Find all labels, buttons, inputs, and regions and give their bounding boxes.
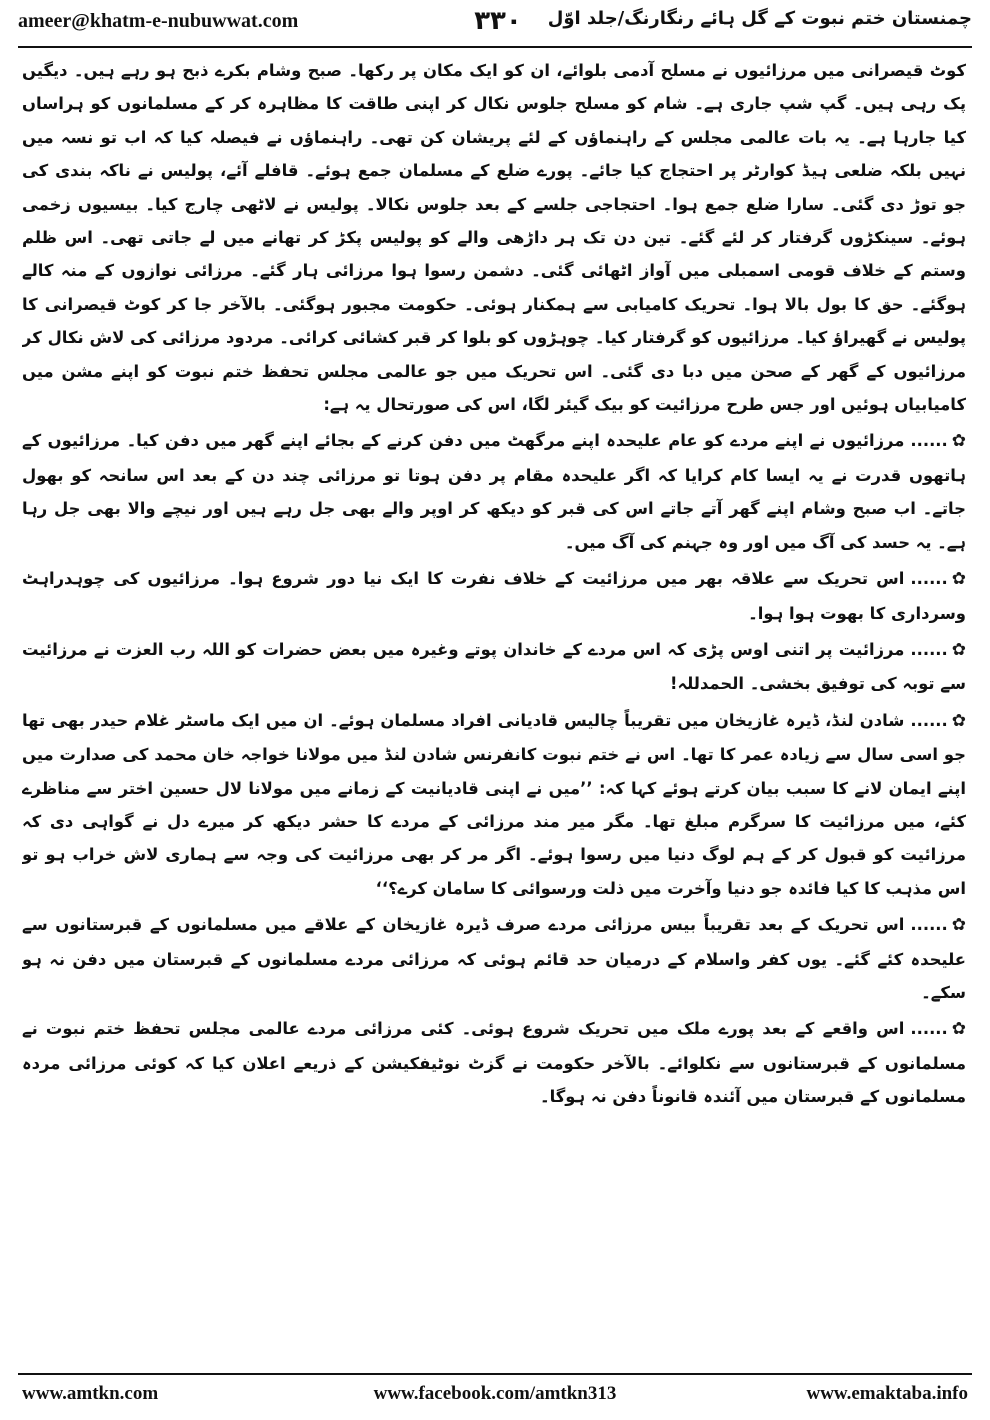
page-number: ۳۳۰: [474, 6, 522, 36]
bullet-text: مرزائیوں نے اپنے مردے کو عام علیحدہ اپنے مرگھٹ میں دفن کرنے کے بجائے اپنے گھر میں دفن کیا۔ مرزائیوں کے ہاتھوں قدرت نے یہ ایسا کام کرایا کہ اگر علیحدہ مقام پر دفن ہوتا تو مرزائی چند دن کے بعد اس سانحہ کو بھول جاتے۔ اب صبح وشام اپنے گھر آتے جاتے اس کی قبر کو دیکھ کر اوپر والے بھی جل رہے ہیں اور نیچے والا بھی جل رہا ہے۔ یہ حسد کی آگ میں اور وہ جہنم کی آگ میں۔: [22, 431, 966, 552]
book-title: چمنستان ختم نبوت کے گل ہائے رنگارنگ/جلد اوّل: [547, 8, 972, 29]
bullet-dots: ......: [910, 710, 948, 730]
page-footer: [18, 1383, 972, 1411]
flower-bullet-icon: ✿: [951, 710, 966, 731]
bullet-dots: ......: [910, 569, 948, 589]
bullet-paragraph: [22, 424, 966, 559]
flower-bullet-icon: ✿: [951, 569, 966, 590]
header-rule: [18, 46, 972, 48]
bullet-text: شادن لنڈ، ڈیرہ غازیخان میں تقریباً چالیس قادیانی افراد مسلمان ہوئے۔ ان میں ایک ماسٹر غلام حیدر بھی تھا جو اسی سال سے زیادہ عمر کا تھا۔ اس نے ختم نبوت کانفرنس شادن لنڈ میں مولانا خواجہ خان محمد کی صدارت میں اپنے ایمان لانے کا سبب بیان کرتے ہوئے کہا کہ: ’’میں نے اپنی قادیانیت کے زمانے میں مولانا لال حسین اختر سے مناظرے کئے، میں مرزائیت کا سرگرم مبلغ تھا۔ مگر میر مند مرزائی کے مردے کا حشر دیکھ کر میرے دل نے گواہی دی کہ مرزائیت کو قبول کر کے ہم لوگ دنیا میں رسوا ہوئے۔ اگر مر کر بھی مرزائیت کی وجہ سے ہماری لاش خراب ہو تو اس مذہب کا کیا فائدہ جو دنیا وآخرت میں ذلت ورسوائی کا سامان کرے؟‘‘: [22, 710, 966, 898]
bullet-text: اس تحریک سے علاقہ بھر میں مرزائیت کے خلاف نفرت کا ایک نیا دور شروع ہوا۔ مرزائیوں کی چوہدراہٹ وسرداری کا بھوت ہوا ہوا۔: [22, 569, 966, 623]
bullet-text: مرزائیت پر اتنی اوس پڑی کہ اس مردے کے خاندان پوتے وغیرہ میں بعض حضرات کو اللہ رب العزت نے مرزائیت سے توبہ کی توفیق بخشی۔ الحمدللہ!: [22, 639, 966, 694]
bullet-paragraph: [22, 562, 966, 630]
footer-link-emaktaba[interactable]: www.emaktaba.info: [806, 1383, 968, 1404]
bullet-paragraph: [22, 1012, 966, 1113]
footer-link-amtkn[interactable]: www.amtkn.com: [22, 1383, 159, 1404]
flower-bullet-icon: ✿: [951, 1019, 966, 1040]
bullet-dots: ......: [910, 1019, 948, 1039]
footer-rule: [18, 1373, 972, 1375]
footer-link-facebook[interactable]: www.facebook.com/amtkn313: [373, 1383, 617, 1404]
flower-bullet-icon: ✿: [951, 915, 966, 936]
bullet-paragraph: [22, 908, 966, 1009]
flower-bullet-icon: ✿: [951, 431, 966, 452]
page-body: [22, 54, 966, 1364]
bullet-paragraph: [22, 633, 966, 701]
bullet-text: اس تحریک کے بعد تقریباً بیس مرزائی مردے صرف ڈیرہ غازیخان کے علاقے میں مسلمانوں کے قبرستانوں سے علیحدہ کئے گئے۔ یوں کفر واسلام کے درمیان حد قائم ہوئی کہ مرزائی مردے مسلمانوں کے قبرستان میں دفن نہ ہو سکے۔: [22, 915, 966, 1002]
bullet-paragraph: [22, 704, 966, 905]
header-email: ameer@khatm-e-nubuwwat.com: [18, 10, 299, 32]
page-header: [18, 6, 972, 44]
flower-bullet-icon: ✿: [951, 639, 966, 660]
bullet-text: اس واقعے کے بعد پورے ملک میں تحریک شروع ہوئی۔ کئی مرزائی مردے عالمی مجلس تحفظ ختم نبوت نے مسلمانوں کے قبرستانوں سے نکلوائے۔ بالآخر حکومت نے گزٹ نوٹیفکیشن کے ذریعے اعلان کیا کہ کوئی مرزائی مردہ مسلمانوں کے قبرستان میں آئندہ قانوناً دفن نہ ہوگا۔: [22, 1019, 966, 1107]
intro-paragraph: کوٹ قیصرانی میں مرزائیوں نے مسلح آدمی بلوائے، ان کو ایک مکان پر رکھا۔ صبح وشام بکرے ذبح ہو رہے ہیں۔ دیگیں پک رہی ہیں۔ گپ شپ جاری ہے۔ شام کو مسلح جلوس نکال کر اپنی طاقت کا مظاہرہ کر کے مسلمانوں کو ہراساں کیا جارہا ہے۔ یہ بات عالمی مجلس کے راہنماؤں کے لئے پریشان کن تھی۔ راہنماؤں نے فیصلہ کیا کہ اب تو نسہ میں نہیں بلکہ ضلعی ہیڈ کوارٹر پر احتجاج کیا جائے۔ پورے ضلع کے مسلمان جمع ہوئے۔ قافلے آئے، پولیس نے ناکہ بندی کی جو توڑ دی گئی۔ سارا ضلع جمع ہوا۔ احتجاجی جلسے کے بعد جلوس نکالا۔ پولیس نے لاٹھی چارج کیا۔ بیسیوں زخمی ہوئے۔ سینکڑوں گرفتار کر لئے گئے۔ تین دن تک ہر داڑھی والے کو پولیس پکڑ کر تھانے میں لے جاتی تھی۔ اس ظلم وستم کے خلاف قومی اسمبلی میں آواز اٹھائی گئی۔ دشمن رسوا ہوا مرزائی ہار گئے۔ مرزائی نوازوں کے منہ کالے ہوگئے۔ حق کا بول بالا ہوا۔ تحریک کامیابی سے ہمکنار ہوئی۔ حکومت مجبور ہوگئی۔ بالآخر جا کر کوٹ قیصرانی کا پولیس نے گھیراؤ کیا۔ مرزائیوں کو گرفتار کیا۔ چوہڑوں کو بلوا کر قبر کشائی کرائی۔ مردود مرزائی کی لاش نکال کر مرزائیوں کے گھر کے صحن میں دبا دی گئی۔ اس تحریک میں جو عالمی مجلس تحفظ ختم نبوت کو اپنے مشن میں کامیابیاں ہوئیں اور جس طرح مرزائیت کو بیک گیئر لگا، اس کی صورتحال یہ ہے:: [22, 61, 966, 415]
bullet-dots: ......: [910, 431, 948, 451]
bullet-dots: ......: [910, 639, 948, 659]
bullet-dots: ......: [910, 915, 948, 935]
